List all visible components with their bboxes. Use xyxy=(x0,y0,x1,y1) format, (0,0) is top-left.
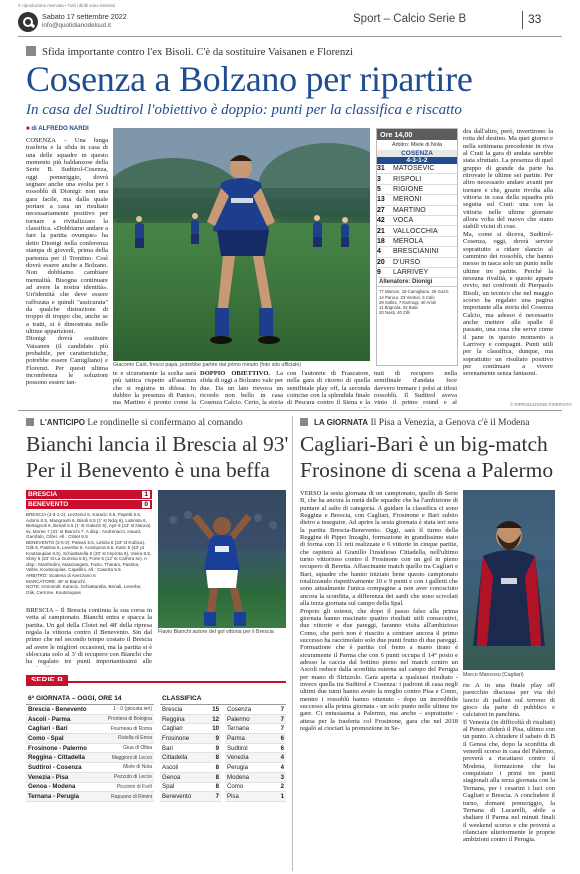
match-row xyxy=(26,724,154,734)
standings-row xyxy=(160,724,221,734)
main-photo xyxy=(113,128,370,361)
lineup-player-row xyxy=(377,195,457,205)
main-col-4: con l'autorete di Frascatore, nella gara di ritorno di quella semifinale play off, la seconda coincise con la splendida finale di Pescara contro il Siena e la xyxy=(287,370,370,407)
byline-text: di ALFREDO NARDI xyxy=(31,125,89,132)
mancosu-caption: Marco Mancosu (Cagliari) xyxy=(463,672,524,678)
match-referee: Giua di Olbia xyxy=(123,745,152,752)
left-kicker xyxy=(26,417,243,428)
main-kicker xyxy=(26,46,353,58)
training-photo-illustration xyxy=(113,128,370,361)
left-body: BRESCIA – Il Brescia continua la sua corsa in vetta al campionato. Bianchi entra e spacca la partita. Un gol della Clotet nel 48' della ripresa regala la vittoria contro il Benevento. Sin dal primo che nel secondo tempo costato il Brescia ad avere le migliori occasioni, ma la partita si è sbloccata solo al 3' di recupero con Bianchi che ha regalato tre punti importantissimi alle xyxy=(26,607,152,666)
right-kicker-text: Il Pisa a Venezia, a Genova c'è il Modena xyxy=(370,417,530,428)
left-kicker-text: Le rondinelle si confermano al comando xyxy=(87,417,243,428)
standings-row xyxy=(160,773,221,783)
right-col-2: rie A in una finale play off parecchio discussa per via del lancio di palloni sul terreno di gioco da parte di pubblico e calciatori in panchina. Il Venezia (in difficoltà di risultati) al Penzo sfiderà il Pisa, ultimo con un punto. A chiudere il sabato di B il Genoa che, dopo la sconfitta di venerdì scorso in casa del Palermo, proverà a riscattarsi contro il Modena, formazione che ha conquistato i primi tre punti stagionali alla terza giornata con la Ternana, per i cesarini i luci con Cagliari e Brescia. A concludere il turno, domani pomeriggio, la Ternana di Lucarelli, abile a sbaltare il Parma nel minuti finali il weekend scorso e che proverà a rilanciare ulteriormente le proprie ambizioni contro il Perugia. xyxy=(463,682,555,844)
standings-team: Sudtirol xyxy=(227,744,248,752)
col3-lead: DOPPIO OBIETTIVO. xyxy=(200,370,271,377)
standings-points: 6 xyxy=(280,744,284,752)
main-col-2: te e sicuramente la scelta sarà più tattica rispetto all'assenza che si registra in difesa. In dubbio la presenza di Panico, ma Martino è pronto come la xyxy=(113,370,196,407)
standings-team: Ascoli xyxy=(162,763,179,771)
serieb-panel xyxy=(26,670,286,802)
match-row xyxy=(26,792,154,802)
standings-row xyxy=(225,734,286,744)
standings-row xyxy=(225,783,286,793)
standings-row xyxy=(225,763,286,773)
standings-points: 4 xyxy=(280,754,284,762)
standings-team: Palermo xyxy=(227,715,250,723)
middle-rule xyxy=(18,410,562,411)
standings-points: 15 xyxy=(212,705,219,713)
player-name: RIGIONE xyxy=(393,185,424,193)
player-number: 31 xyxy=(377,165,385,173)
player-name: MERONI xyxy=(393,196,422,204)
player-name: MATOSEVIC xyxy=(393,165,435,173)
score-home-team: BRESCIA xyxy=(28,491,58,498)
lineup-player-row xyxy=(377,247,457,257)
standings-left xyxy=(160,705,221,802)
standings-team: Genoa xyxy=(162,773,181,781)
left-tag: L'ANTICIPO xyxy=(40,418,86,427)
match-referee: 1 - 0 (giocata ieri) xyxy=(113,706,152,713)
main-photo-caption: Giacomo Calò, fresco papà, potrebbe partire dal primo minuto (foto sito ufficiale) xyxy=(113,362,302,368)
standings-points: 9 xyxy=(215,734,219,742)
standings-row xyxy=(225,715,286,725)
match-referee: Miele di Nola xyxy=(123,764,152,771)
standings-team: Modena xyxy=(227,773,250,781)
standings-points: 8 xyxy=(215,754,219,762)
player-name: BRESCIANINI xyxy=(393,248,439,256)
match-row xyxy=(26,773,154,783)
standings-points: 7 xyxy=(215,793,219,801)
lineup-player-row xyxy=(377,216,457,226)
match-row xyxy=(26,763,154,773)
standings-points: 8 xyxy=(215,763,219,771)
match-teams: Ascoli - Parma xyxy=(28,715,71,723)
standings-row xyxy=(160,744,221,754)
lineup-coach: Allenatore: Dionigi xyxy=(377,278,457,287)
match-teams: Frosinone - Palermo xyxy=(28,744,87,752)
right-headline-2: Frosinone di scena a Palermo xyxy=(300,458,554,482)
lineup-player-row xyxy=(377,268,457,278)
kicker-square-icon xyxy=(26,46,36,56)
player-name: VALLOCCHIA xyxy=(393,227,438,235)
top-notice: © riproduzione riservata • Tutti i diritti sono riservati xyxy=(18,3,115,8)
standings-row xyxy=(160,715,221,725)
standings-title: CLASSIFICA xyxy=(160,693,286,705)
player-name: LARRIVEY xyxy=(393,269,429,277)
match-teams: Ternana - Perugia xyxy=(28,793,80,801)
right-tag: LA GIORNATA xyxy=(314,418,369,427)
contact-email: info@quotidianodelsud.it xyxy=(42,22,112,29)
serieb-round: 6ª GIORNATA – OGGI, ORE 14 xyxy=(26,693,154,705)
standings-points: 4 xyxy=(280,763,284,771)
mancosu-photo xyxy=(463,490,555,670)
player-number: 27 xyxy=(377,206,385,214)
standings-points: 3 xyxy=(280,773,284,781)
main-col-6: dra dall'altro, però, invertirono la rotta del destino. Ma quei giorno e nella settimana precedente in riva al Crati la gara di andata sarebbe stata sfruttato. La presenza di quel gruppo di grande da parte ha ritrovato le ultime sei partite. Per altro necessario andare avanti per tornare e che, grazie rivolta alla vittoria in casa della squadra più seguita sul Crati: una con la vittoria nelle ultime giornate allora volta del nuovo che siano stabili vicini di cose. Ma, come si diceva, Sudtirol-Cosenza, oggi, dovrà servire soprattutto a ridare slancio al cammino dei rossoblù, che hanno messo in tasca solo un punto nelle ultime tre partite. Perché la nessuna rivalità, e questo appare ovvio, nei confronti di Pierpaolo Bisoli, un tecnico che nel maggio scorso ha regalato una pagina importante alla storia del Cosenza Calcio, ma adesso è necessario anche mettere alle spalle il passato, una cosa che serve come il pane in questo momento a Larrivey e compagni. Punti utili per la classifica, dunque, ma soprattutto un risultato positivo per continuare a vivere serenamente senza fantasmi. xyxy=(463,128,553,378)
section-title: Sport – Calcio Serie B xyxy=(353,13,467,25)
lineup-bench: 77 Marson, 19 Camigliano, 25 Gozzi 14 Panico, 23 Venturi, 6 Calò 28 Sollini, 7 Karmogi, 40 Arioli 11 Brignola, 32 Butic 20 Nasti, 40 Zilli xyxy=(379,289,449,316)
match-row xyxy=(26,734,154,744)
standings-team: Bari xyxy=(162,744,173,752)
tabellino: BRESCIA (4-3-1-2): Lezzerini 6, Karacic 5.5, Papetti 5.5, Adorni 6.5, Mangraviti 6, Bisoli 6.5 (1' st Ndoj 6), Labriola 6, Bertagnoli 6, Benali 5.5 (1' st Galazzi 6), Ayé 6 (43' st Nanna) sv, Moree 7 (31' st Bianchi 7. A disp.: Andrenacci, Huard, Garofalo, Olzer. All.: Clotet 6.5 BENEVENTO (3-5-2): Paleari 6.5, Letizia 6 (33' st Kubica), Glik 6, Pastina 6, Leverbe 6, Acampora 6.5, Karic 5 (43' pt Koutsoupias 6.5), Schiattarella 5 (33' st Improta 6), Vieira 6.5, Sbiry 5 (23' st La Gumina 5.5), Forte 5 (12' st Carfora sv). A disp.: Manfredini, Masciangelo, Fazio, Tharam, Pastina, Veltre, Koutsoupias, Capellini. All.: Caserta 5.5 ARBITRO: Scatena di Avezzano 6 MARCATORE: 49' st Bianchi NOTE: Ammoniti: Karacic, Schiattarella, Benali, Leverbe, Glik, Cerrone, Koutsoupias xyxy=(26,512,152,595)
lineup-player-row xyxy=(377,174,457,184)
standings-points: 7 xyxy=(280,725,284,733)
standings-points: 9 xyxy=(215,744,219,752)
match-row xyxy=(26,783,154,793)
match-row xyxy=(26,753,154,763)
player-name: VOCA xyxy=(393,217,414,225)
page-number: 33 xyxy=(528,12,542,26)
score-home-goals: 1 xyxy=(144,491,148,498)
standings-team: Pisa xyxy=(227,793,239,801)
player-number: 4 xyxy=(377,248,381,256)
standings-team: Perugia xyxy=(227,763,249,771)
lineup-team: COSENZA xyxy=(377,150,457,157)
match-teams: Como - Spal xyxy=(28,734,64,742)
standings-points: 2 xyxy=(280,783,284,791)
main-col-5: nuti di recupero nella semifinale d'andata fece davvero tremare i polsi ai tifosi rossoblù. Il Sudtirol aveva vinto il primo round e al xyxy=(374,370,457,407)
page-number-divider xyxy=(522,11,523,29)
standings-row xyxy=(225,724,286,734)
match-teams: Venezia - Pisa xyxy=(28,773,69,781)
standings-row xyxy=(160,753,221,763)
score-away-team: BENEVENTO xyxy=(28,501,69,508)
standings-points: 8 xyxy=(215,783,219,791)
standings-team: Spal xyxy=(162,783,175,791)
match-referee: Rutella di Enna xyxy=(118,735,152,742)
player-number: 9 xyxy=(377,269,381,277)
standings-row xyxy=(225,705,286,715)
left-headline-2: Per il Benevento è una beffa xyxy=(26,458,270,482)
lineup-time: Ore 14,00 xyxy=(377,129,457,140)
match-row xyxy=(26,705,154,715)
main-copyright: © RIPRODUZIONE RISERVATA xyxy=(510,402,572,407)
main-col-1: COSENZA – Una lunga trasferta e la sfida in casa di una delle squadre in questo momento più baldanzose della Serie B. Sudtirol-Cosenza, oggi pomeriggio, dovrà segnare anche una svolta per i rossoblù di Dionigi: non una gara facile, ma dalla quale portare a casa un risultato necessariamente positivo per tornare a rivitalizzare la classifica. «Dobbiamo andare a fare la partita ovunque» ha detto Dionigi nella conferenza stampa di giovedì, prima della partenza per il Trentino. Così dovrà essere anche a Bolzano. Non dobbiamo cambiare mentalità. Bisogna continuare ad avere la nostra identità». Un'identità che deve essere raffozata e quindi "assicurata" da qualche distrazione di troppo di troppo che, anche se a tratti, si è dimostrata nelle ultime apparizioni. Dionigi dovrà sostituire Vaisanen (il candidato più probabile, per caratteristiche, potrebbe essere Camigliano) e Florenzi. Per questi ultima incombenza le soluzioni possono essere tan- xyxy=(26,137,108,387)
lineup-referee: Arbitro: Miele di Nola xyxy=(391,142,443,148)
bianchi-photo xyxy=(158,490,286,628)
match-teams: Reggina - Cittadella xyxy=(28,754,85,762)
standings-team: Reggina xyxy=(162,715,185,723)
match-row xyxy=(26,715,154,725)
lineup-box xyxy=(376,128,458,366)
standings-points: 1 xyxy=(280,793,284,801)
score-home xyxy=(26,490,152,499)
player-number: 5 xyxy=(377,185,381,193)
standings-row xyxy=(160,763,221,773)
bianchi-photo-illustration xyxy=(158,490,286,628)
column-divider xyxy=(292,416,293,871)
standings-points: 12 xyxy=(212,715,219,723)
mancosu-photo-illustration xyxy=(463,490,555,670)
right-kicker xyxy=(300,417,529,428)
lineup-player-row xyxy=(377,237,457,247)
player-name: RISPOLI xyxy=(393,175,422,183)
standings-points: 7 xyxy=(280,705,284,713)
lineup-player-row xyxy=(377,258,457,268)
standings-team: Brescia xyxy=(162,705,183,713)
match-teams: Cagliari - Bari xyxy=(28,725,68,733)
serieb-rule xyxy=(26,681,286,683)
lineup-player-row xyxy=(377,206,457,216)
byline: ■ di ALFREDO NARDI xyxy=(26,125,89,132)
standings-row xyxy=(225,792,286,802)
standings-team: Benevento xyxy=(162,793,192,801)
player-number: 3 xyxy=(377,175,381,183)
match-referee: Prontera di Bologna xyxy=(107,716,152,723)
standings-row xyxy=(160,705,221,715)
player-number: 13 xyxy=(377,196,385,204)
issue-date: Sabato 17 settembre 2022 xyxy=(42,12,127,21)
match-row xyxy=(26,744,154,754)
standings-points: 6 xyxy=(280,734,284,742)
standings-row xyxy=(225,753,286,763)
standings-team: Parma xyxy=(227,734,245,742)
player-number: 42 xyxy=(377,217,385,225)
bianchi-caption: Flavio Bianchi autore del gol vittoria per il Brescia xyxy=(158,629,274,635)
right-square-icon xyxy=(300,418,308,426)
match-teams: Brescia - Benevento xyxy=(28,705,87,713)
match-referee: Piccinini di Forlì xyxy=(116,783,152,790)
standings xyxy=(160,693,286,802)
match-referee: Pezzuto di Lecce xyxy=(113,774,152,781)
standings-team: Cosenza xyxy=(227,705,252,713)
serieb-schedule xyxy=(26,693,154,802)
lineup-formation: 4-3-1-2 xyxy=(377,157,457,164)
lineup-player-row xyxy=(377,226,457,236)
match-referee: Maggioni di Lecco xyxy=(111,754,152,761)
standings-row xyxy=(225,744,286,754)
standings-team: Cagliari xyxy=(162,725,183,733)
main-headline: Cosenza a Bolzano per ripartire xyxy=(26,59,473,99)
header-rule xyxy=(18,36,562,37)
standings-team: Frosinone xyxy=(162,734,190,742)
standings-points: 10 xyxy=(212,725,219,733)
standings-team: Cittadella xyxy=(162,754,188,762)
lineup-player-row xyxy=(377,185,457,195)
player-number: 18 xyxy=(377,237,385,245)
player-number: 20 xyxy=(377,258,385,266)
match-teams: Genoa - Modena xyxy=(28,783,76,791)
standings-right xyxy=(225,705,286,802)
main-subhead: In casa del Sudtirol l'obiettivo è doppio: punti per la classifica e riscatto xyxy=(26,102,462,118)
score-away xyxy=(26,500,152,509)
right-headline-1: Cagliari-Bari è un big-match xyxy=(300,432,548,456)
player-name: D'URSO xyxy=(393,258,421,266)
score-away-goals: 0 xyxy=(144,501,148,508)
main-col-3 xyxy=(200,370,283,408)
player-name: MEROLA xyxy=(393,237,424,245)
standings-team: Ternana xyxy=(227,725,250,733)
right-col-1: VERSO la sesta giornata di un campionato, quello di Serie B, che ha ancora la metà delle squadre che ha l'ambizione di puntare al salto di categoria. A guidare la classifica ci sono Reggina e Brescia, con Cagliari, Frosinone e Bari subito dietro a inseguire. Ad aprire la sesta giornata è stata ieri sera la partita Brescia-Benevento. Oggi, sarà il turno della Reggina di Pippo Inzaghi, formazione in grandissimo stato di forma con 11 reti realizzate e 6 vittorie in cinque partite, che ospiterà al Granillo l'insidioso Cittadella, nell'ultimo turno vittorioso contro il Frosinone con un gol in pieno recupero di Beretta. Affascinante match quello tra Cagliari e Bari, squadre che hanno iniziato bene questo campionato totalizzando rispettivamente 10 e 9 punti e con i galletti che sono attualmente l'unica compagine a non aver conosciuto ancora la sconfitta, a differenza dei sardi che sono scivolati alla terza giornata sul campo della Spal. Proprio gli estensi, che dopo il passo falso alla prima giornata hanno macinato quattro risultati utili consecutivi, due vittorie e due pareggi, faranno visita all'ambizioso Como, che però non è riuscito a centrare ancora il primo successo ha raccimolato solo due punti frutto di due pareggi. Formazione che è partita col freno a mano tirato è sicuramente il Parma che con 6 punti occupa il 14° posto e adesso la caccia dal bottino pieno nel match contro un Ascoli reduce dalla sconfitta esterna sul campo del Perugia per mano di Strizzolo. Gara aperta a qualsiasi risultato - invece quella tra Sudtirol e Cosenza: i padroni di casa negli ultimi due turni hanno avuto la meglio contro Pisa e Como, mentre i rossoblù hanno ottenuto - dopo un incredibile successo alla prima giornata - un solo punto nelle ultime tre gare. Ci entusiasma a Palermo, ma anche - soprattutto - attesa per la trasferta col Frosinone, gara che nel 2018 regalò ai ciociari la promozione in Se- xyxy=(300,490,458,732)
left-headline-1: Bianchi lancia il Brescia al 93' xyxy=(26,432,289,456)
standings-points: 8 xyxy=(215,773,219,781)
standings-row xyxy=(160,792,221,802)
standings-points: 7 xyxy=(280,715,284,723)
standings-row xyxy=(160,783,221,793)
player-name: MARTINO xyxy=(393,206,426,214)
standings-row xyxy=(225,773,286,783)
col3-text: La sfida di oggi a Bolzano vale per due. Da un lato rievoca un ricordo non bello in casa Cosenza Calcio. Certo, la storia xyxy=(200,370,283,407)
match-list xyxy=(26,705,154,802)
match-teams: Sudtirol - Cosenza xyxy=(28,763,82,771)
quotidiano-logo xyxy=(18,12,38,32)
left-square-icon xyxy=(26,418,34,426)
match-referee: Rapuano di Rimini xyxy=(111,793,152,800)
main-kicker-text: Sfida importante contro l'ex Bisoli. C'è da sostituire Vaisanen e Florenzi xyxy=(42,46,354,58)
player-number: 21 xyxy=(377,227,385,235)
match-referee: Fourneau di Roma xyxy=(110,725,152,732)
lineup-list xyxy=(377,164,457,278)
lineup-player-row xyxy=(377,164,457,174)
standings-team: Como xyxy=(227,783,244,791)
standings-row xyxy=(160,734,221,744)
standings-team: Venezia xyxy=(227,754,249,762)
